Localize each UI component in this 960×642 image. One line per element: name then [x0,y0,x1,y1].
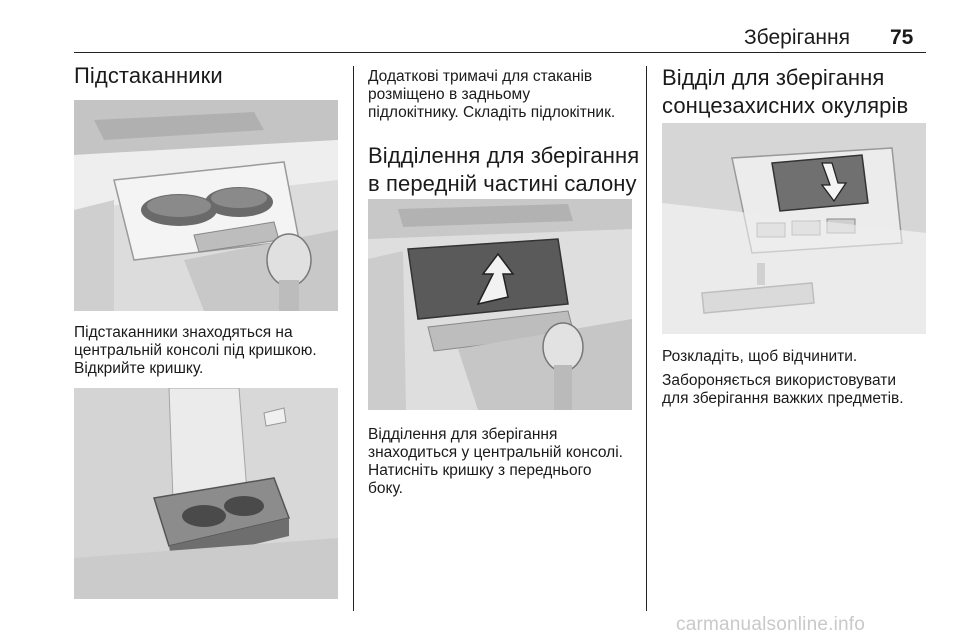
figure-rear-armrest-cupholders [74,388,338,599]
paragraph-cupholders: Підстаканники знаходяться на центральній консолі під кришкою. Відкрийте кришку. [74,324,317,377]
heading-sunglasses-storage: Відділ для зберігання сонцезахисних окулярів [662,65,909,118]
figure-front-storage-compartment [368,199,632,410]
paragraph-heavy-items-warning: Забороняється використовувати для зберігання важких предметів. [662,372,904,407]
paragraph-rear-cupholders: Додаткові тримачі для стаканів розміщено в задньому підлокітнику. Складіть підлокітник. [368,68,616,121]
header-rule [74,52,926,53]
watermark: carmanualsonline.info [676,614,866,635]
figure-front-cupholders [74,100,338,311]
column-divider-1 [353,66,354,611]
heading-front-storage: Відділення для зберігання в передній частині салону [368,143,640,196]
heading-cupholders: Підстаканники [74,63,223,88]
column-divider-2 [646,66,647,611]
paragraph-front-storage: Відділення для зберігання знаходиться у центральній консолі. Натисніть кришку з переднього боку. [368,426,623,497]
running-header-title: Зберігання [744,26,850,49]
page-number: 75 [890,26,914,49]
figure-sunglasses-storage [662,123,926,334]
paragraph-unfold: Розкладіть, щоб відчинити. [662,348,858,365]
